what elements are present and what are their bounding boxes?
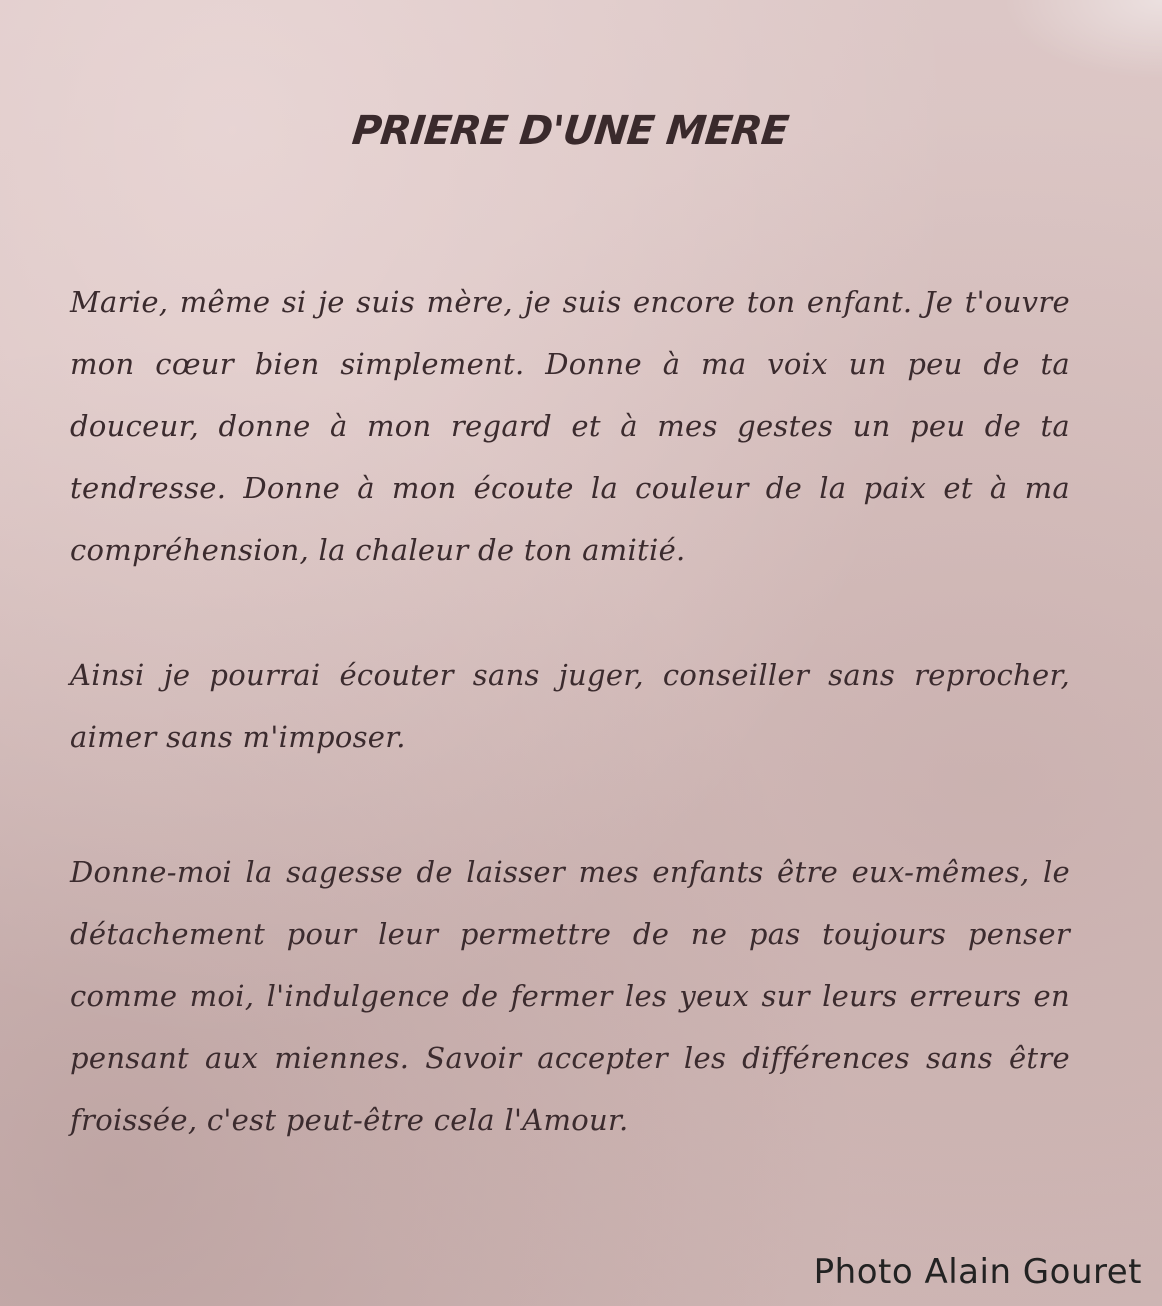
paper-crease (1002, 0, 1162, 80)
document-title: PRIERE D'UNE MERE (349, 108, 791, 154)
paragraph-3: Donne-moi la sagesse de laisser mes enfants être eux-mêmes, le détachement pour leur permettre de ne pas toujours penser comme moi, l'indulgence de fermer les yeux sur leurs erreurs en pensant aux miennes. Savoir accepter les différences sans être froissée, c'est peut-être cela l'Amour. (70, 855, 1070, 1137)
photo-credit: Photo Alain Gouret (813, 1252, 1142, 1292)
paragraph-1: Marie, même si je suis mère, je suis encore ton enfant. Je t'ouvre mon cœur bien simplement. Donne à ma voix un peu de ta douceur, donne à mon regard et à mes gestes un peu de ta tendresse. Donne à mon écoute la couleur de la paix et à ma compréhension, la chaleur de ton amitié. (70, 285, 1070, 567)
paragraph-2: Ainsi je pourrai écouter sans juger, conseiller sans reprocher, aimer sans m'imposer. (70, 658, 1070, 754)
